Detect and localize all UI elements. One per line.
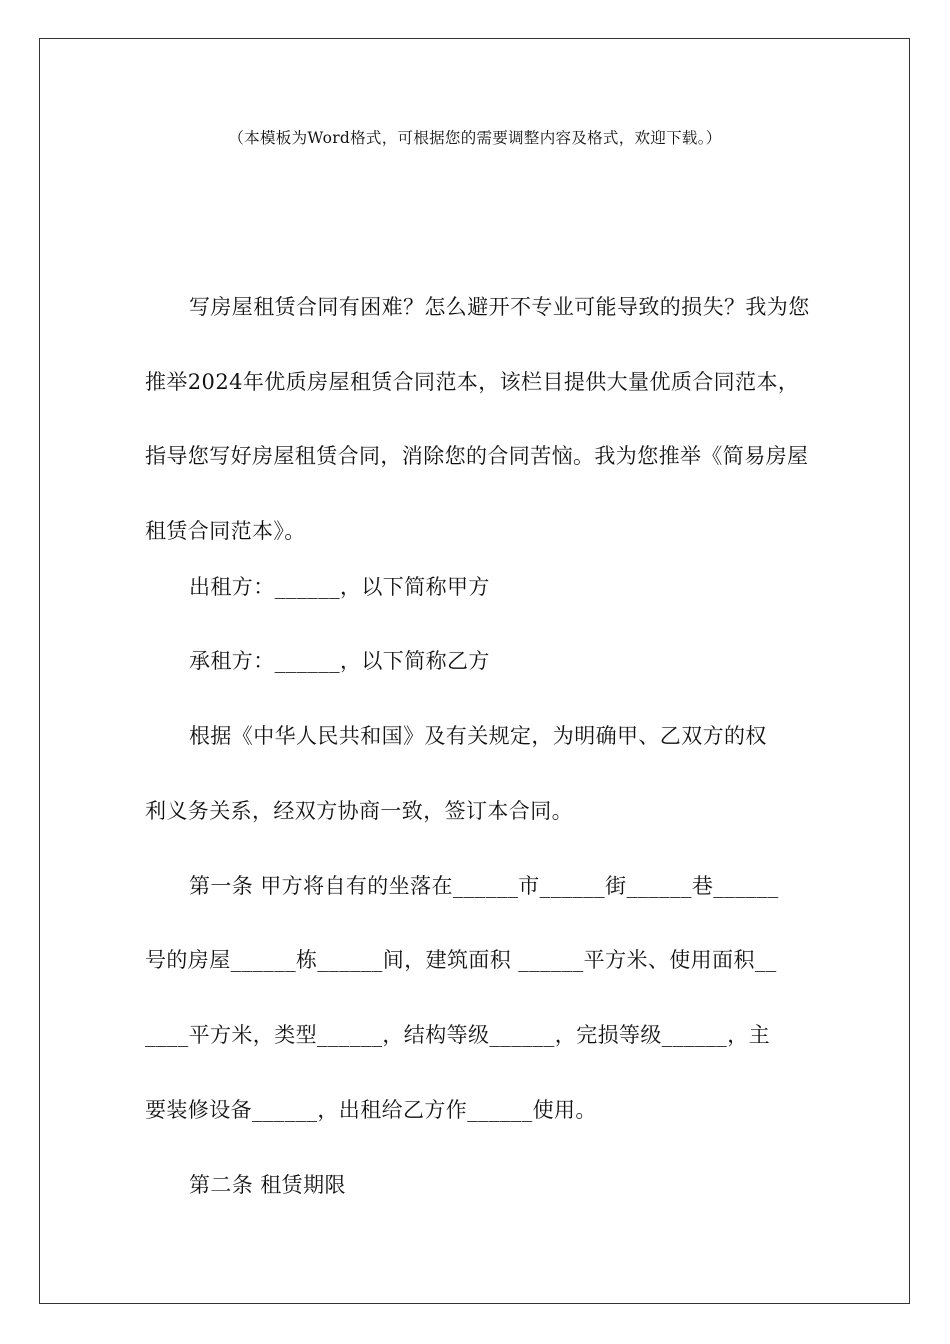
article-1-line-2: 号的房屋______栋______间，建筑面积 ______平方米、使用面积__ xyxy=(145,948,777,972)
template-note: （本模板为Word格式，可根据您的需要调整内容及格式，欢迎下载。） xyxy=(228,129,722,147)
basis-paragraph-line-2: 利义务关系，经双方协商一致，签订本合同。 xyxy=(145,799,573,823)
article-1-line-4: 要装修设备______，出租给乙方作______使用。 xyxy=(145,1098,597,1122)
lessee-line: 承租方：______，以下简称乙方 xyxy=(189,649,490,673)
article-2-title: 第二条 租赁期限 xyxy=(189,1173,346,1197)
article-1-line-3: ____平方米，类型______，结构等级______，完损等级______，主 xyxy=(145,1023,770,1047)
article-1-line-1: 第一条 甲方将自有的坐落在______市______街______巷______ xyxy=(189,874,779,898)
lessor-line: 出租方：______，以下简称甲方 xyxy=(189,575,490,599)
basis-paragraph-line-1: 根据《中华人民共和国》及有关规定，为明确甲、乙双方的权 xyxy=(189,724,767,748)
intro-paragraph: 写房屋租赁合同有困难？怎么避开不专业可能导致的损失？我为您推举2024年优质房屋租赁合同范本，该栏目提供大量优质合同范本，指导您写好房屋租赁合同，消除您的合同苦恼。我为您推举《简易房屋租赁合同范本》。 xyxy=(145,295,810,543)
